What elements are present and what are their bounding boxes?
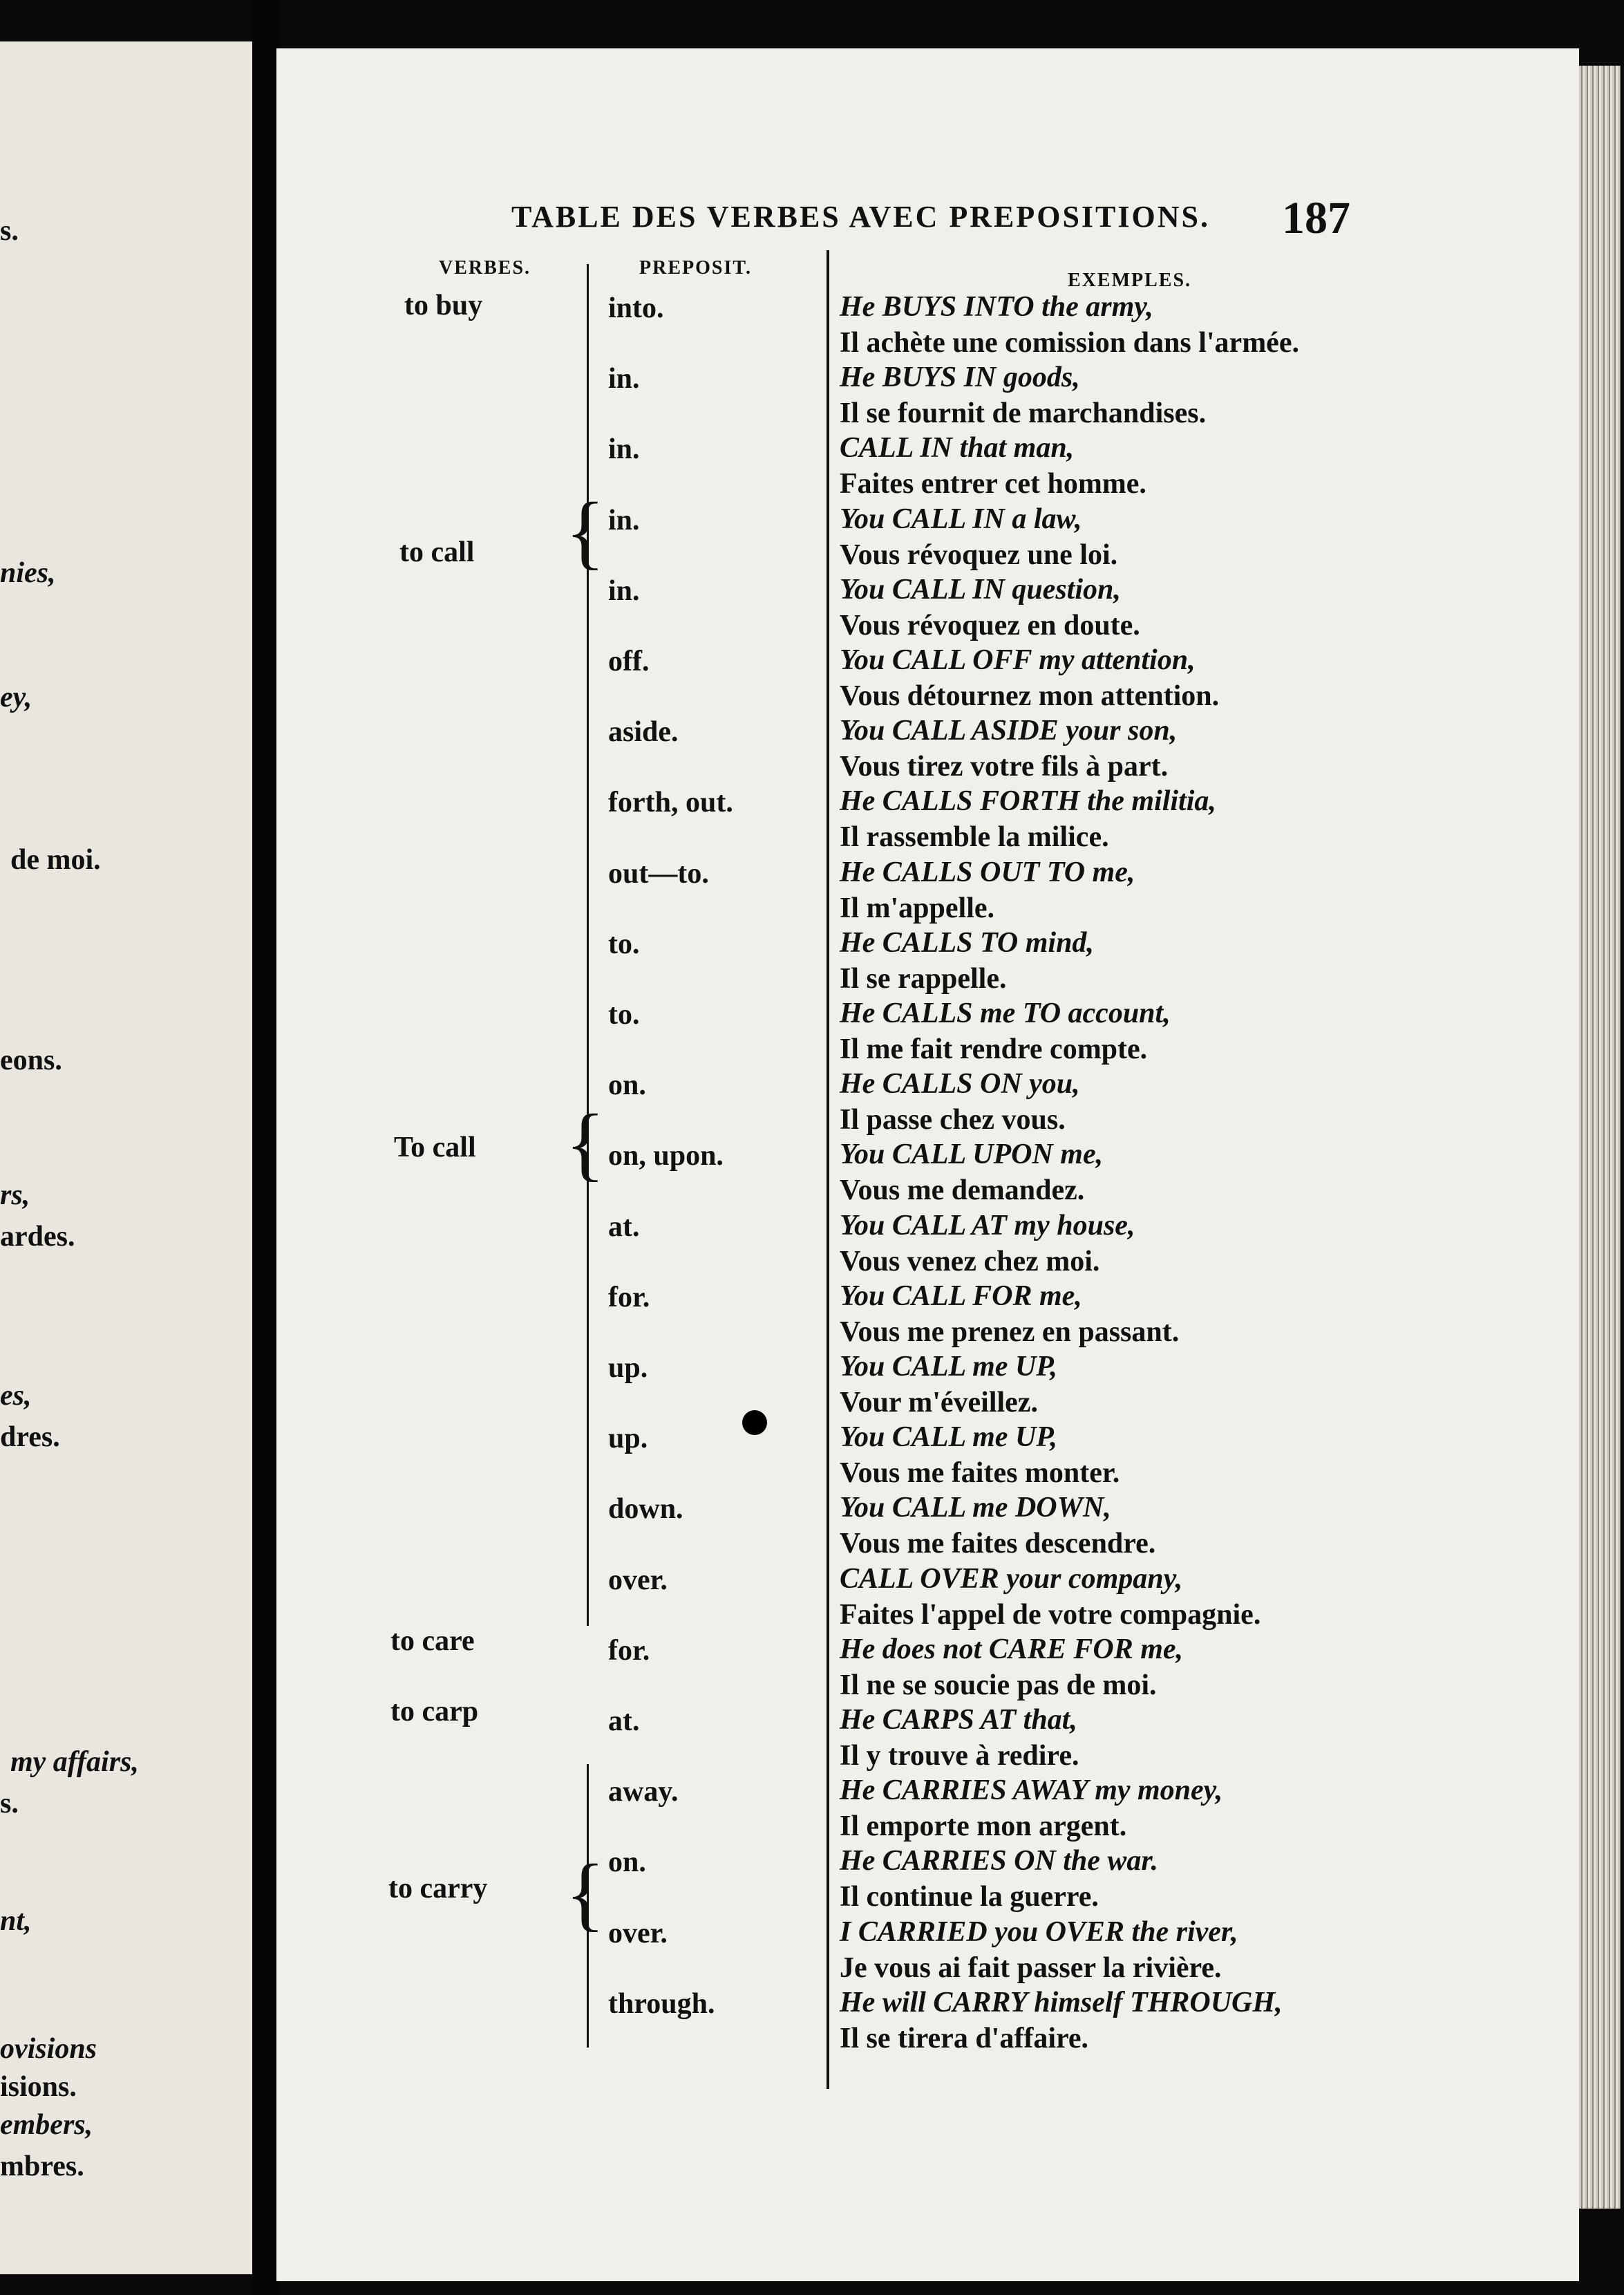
preposition: in. [608, 575, 640, 607]
example-english: CALL OVER your company, [840, 1563, 1183, 1595]
example-english: He CALLS TO mind, [840, 927, 1094, 959]
preposition: down. [608, 1493, 683, 1525]
left-fragment: eons. [0, 1045, 62, 1076]
example-english: CALL IN that man, [840, 432, 1075, 464]
verb-label: to call [399, 536, 475, 568]
verb-label: To call [394, 1132, 476, 1163]
example-english: He CALLS OUT TO me, [840, 856, 1135, 888]
example-french: Il passe chez vous. [840, 1104, 1066, 1136]
preposition: through. [608, 1988, 715, 2020]
example-french: Il me fait rendre compte. [840, 1033, 1148, 1065]
left-fragment: de moi. [10, 844, 101, 876]
example-english: You CALL AT my house, [840, 1210, 1135, 1242]
preposition: to. [608, 928, 640, 960]
example-french: Vous révoquez en doute. [840, 610, 1140, 641]
preposition: forth, out. [608, 787, 733, 818]
brace-line [587, 264, 589, 1626]
example-french: Faites entrer cet homme. [840, 468, 1146, 500]
preposition: over. [608, 1918, 668, 1949]
example-english: He BUYS INTO the army, [840, 291, 1153, 323]
example-french: Il rassemble la milice. [840, 821, 1109, 853]
preposition: in. [608, 505, 640, 536]
example-french: Il ne se soucie pas de moi. [840, 1669, 1157, 1701]
example-english: He will CARRY himself THROUGH, [840, 1987, 1283, 2018]
example-french: Il continue la guerre. [840, 1881, 1099, 1913]
example-english: I CARRIED you OVER the river, [840, 1916, 1238, 1948]
example-english: You CALL UPON me, [840, 1139, 1104, 1170]
brace-mark: { [565, 485, 605, 577]
left-fragment: s. [0, 1788, 19, 1819]
example-english: He CALLS FORTH the militia, [840, 785, 1216, 817]
left-fragment: s. [0, 215, 19, 247]
verb-label: to carry [388, 1873, 488, 1904]
left-fragment: ey, [0, 682, 32, 713]
book-gutter [252, 0, 280, 2295]
left-page [0, 41, 255, 2274]
example-english: You CALL ASIDE your son, [840, 715, 1178, 747]
example-english: You CALL IN question, [840, 574, 1121, 606]
example-french: Vous me faites descendre. [840, 1528, 1156, 1559]
ink-blot [742, 1410, 767, 1435]
example-french: Vous détournez mon attention. [840, 680, 1220, 712]
preposition: over. [608, 1564, 668, 1596]
preposition: in. [608, 363, 640, 395]
example-french: Vous me demandez. [840, 1174, 1085, 1206]
page-edge [1579, 66, 1621, 2209]
left-fragment: my affairs, [10, 1746, 139, 1778]
example-french: Vous tirez votre fils à part. [840, 751, 1169, 783]
preposition: aside. [608, 716, 679, 748]
verb-label: to carp [390, 1696, 479, 1727]
column-header-verbs: VERBES. [439, 257, 531, 279]
page-number: 187 [1282, 193, 1350, 243]
left-fragment: ardes. [0, 1221, 75, 1253]
preposition: into. [608, 292, 664, 324]
left-fragment: mbres. [0, 2151, 84, 2182]
example-english: He does not CARE FOR me, [840, 1633, 1184, 1665]
example-french: Il se tirera d'affaire. [840, 2023, 1089, 2054]
column-header-prepositions: PREPOSIT. [639, 257, 752, 279]
example-french: Il achète une comission dans l'armée. [840, 327, 1299, 359]
brace-mark: { [565, 1847, 605, 1939]
example-french: Il m'appelle. [840, 892, 995, 924]
brace-mark: { [565, 1097, 605, 1189]
preposition: up. [608, 1352, 648, 1384]
example-english: He CALLS ON you, [840, 1068, 1080, 1100]
example-french: Vour m'éveillez. [840, 1387, 1038, 1418]
preposition: off. [608, 646, 650, 677]
example-french: Vous me prenez en passant. [840, 1316, 1180, 1348]
column-header-examples: EXEMPLES. [1068, 270, 1192, 291]
example-french: Vous venez chez moi. [840, 1246, 1100, 1277]
example-english: You CALL FOR me, [840, 1280, 1082, 1312]
example-english: You CALL IN a law, [840, 503, 1082, 535]
left-fragment: rs, [0, 1179, 30, 1211]
preposition: on. [608, 1846, 646, 1878]
verb-label: to buy [404, 290, 483, 321]
example-english: He CARRIES ON the war. [840, 1845, 1158, 1877]
preposition: out—to. [608, 858, 709, 890]
left-fragment: nies, [0, 557, 56, 589]
example-english: He CARPS AT that, [840, 1704, 1077, 1736]
example-english: You CALL OFF my attention, [840, 644, 1196, 676]
left-fragment: dres. [0, 1421, 60, 1453]
left-fragment: isions. [0, 2071, 77, 2103]
preposition: at. [608, 1705, 640, 1737]
column-divider [827, 250, 829, 2089]
example-french: Il se fournit de marchandises. [840, 397, 1207, 429]
preposition: at. [608, 1211, 640, 1243]
example-french: Il se rappelle. [840, 963, 1007, 995]
left-fragment: es, [0, 1380, 32, 1412]
left-fragment: ovisions [0, 2033, 97, 2065]
left-fragment: nt, [0, 1905, 32, 1937]
left-fragment: embers, [0, 2109, 93, 2141]
verb-label: to care [390, 1625, 475, 1657]
preposition: for. [608, 1282, 650, 1313]
example-english: He CALLS me TO account, [840, 997, 1171, 1029]
example-french: Faites l'appel de votre compagnie. [840, 1599, 1261, 1631]
example-english: He BUYS IN goods, [840, 362, 1080, 393]
example-english: You CALL me UP, [840, 1421, 1058, 1453]
preposition: away. [608, 1776, 679, 1808]
preposition: for. [608, 1635, 650, 1667]
page-title: TABLE DES VERBES AVEC PREPOSITIONS. [511, 200, 1210, 234]
example-french: Vous révoquez une loi. [840, 539, 1118, 571]
preposition: up. [608, 1423, 648, 1454]
example-english: He CARRIES AWAY my money, [840, 1774, 1223, 1806]
example-french: Il emporte mon argent. [840, 1810, 1127, 1842]
preposition: on. [608, 1069, 646, 1101]
example-french: Il y trouve à redire. [840, 1740, 1079, 1772]
example-english: You CALL me DOWN, [840, 1492, 1111, 1524]
preposition: on, upon. [608, 1140, 724, 1172]
example-english: You CALL me UP, [840, 1351, 1058, 1383]
preposition: to. [608, 999, 640, 1031]
example-french: Vous me faites monter. [840, 1457, 1120, 1489]
example-french: Je vous ai fait passer la rivière. [840, 1952, 1222, 1984]
preposition: in. [608, 433, 640, 465]
